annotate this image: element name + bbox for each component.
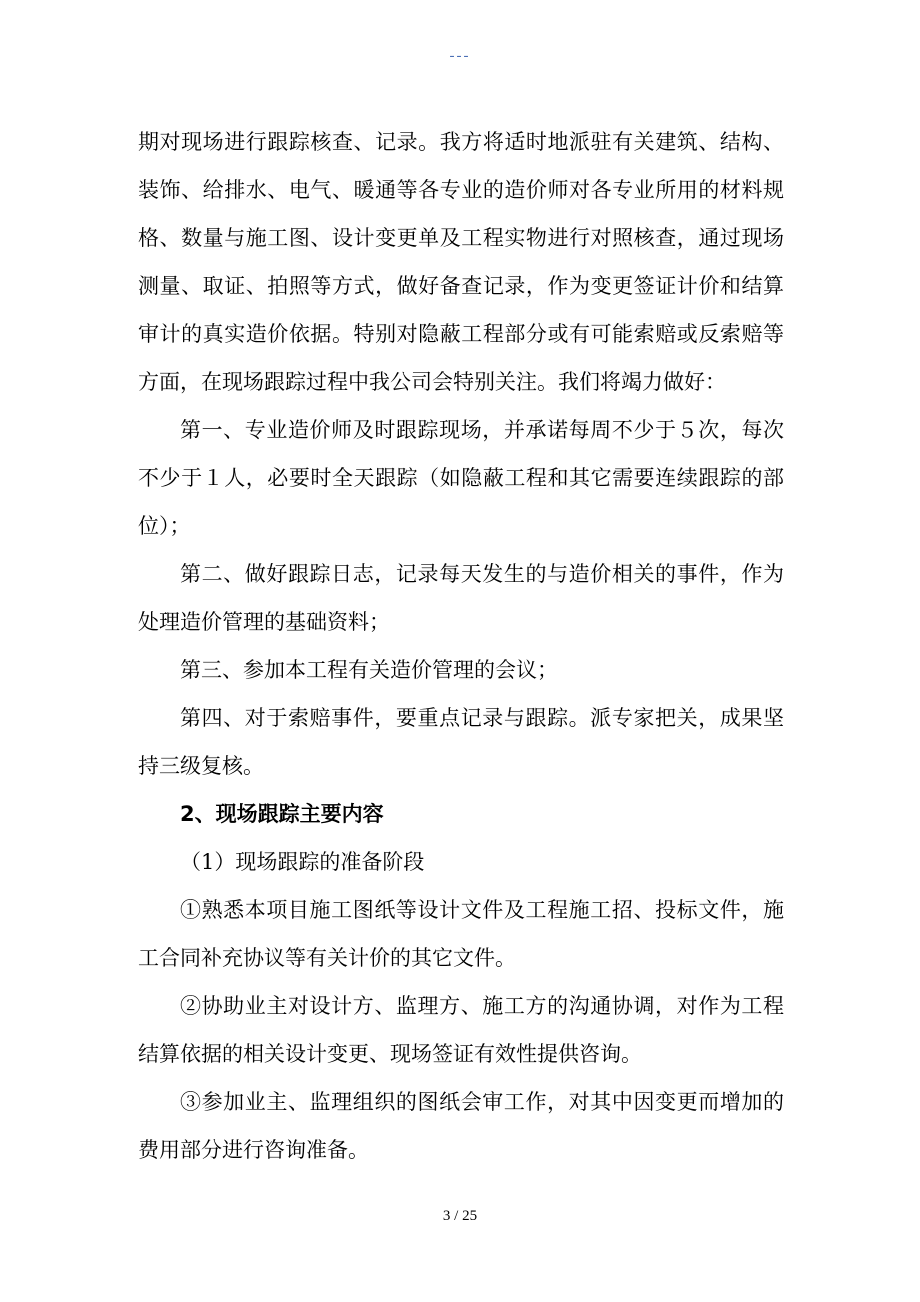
list-item-1: ①熟悉本项目施工图纸等设计文件及工程施工招、投标文件，施工合同补充协议等有关计价的其它文件。	[138, 898, 784, 970]
list-item-3: ③参加业主、监理组织的图纸会审工作，对其中因变更而增加的费用部分进行咨询准备。	[138, 1090, 784, 1162]
page-number: 3 / 25	[442, 1208, 478, 1224]
paragraph-first: 第一、专业造价师及时跟踪现场，并承诺每周不少于５次，每次不少于１人，必要时全天跟踪（如隐蔽工程和其它需要连续跟踪的部位）；	[138, 418, 784, 538]
document-body	[138, 118, 784, 1174]
paragraph-continuation: 期对现场进行跟踪核查、记录。我方将适时地派驻有关建筑、结构、装饰、给排水、电气、暖通等各专业的造价师对各专业所用的材料规格、数量与施工图、设计变更单及工程实物进行对照核查，通过现场测量、取证、拍照等方式，做好备查记录，作为变更签证计价和结算审计的真实造价依据。特别对隐蔽工程部分或有可能索赔或反索赔等方面，在现场跟踪过程中我公司会特别关注。我们将竭力做好：	[138, 130, 784, 394]
list-item-2: ②协助业主对设计方、监理方、施工方的沟通协调，对作为工程结算依据的相关设计变更、现场签证有效性提供咨询。	[138, 994, 784, 1066]
paragraph-second: 第二、做好跟踪日志，记录每天发生的与造价相关的事件，作为处理造价管理的基础资料；	[138, 562, 784, 634]
section-heading: 2、现场跟踪主要内容	[180, 802, 384, 826]
subsection-heading: （1）现场跟踪的准备阶段	[180, 850, 425, 874]
paragraph-fourth: 第四、对于索赔事件，要重点记录与跟踪。派专家把关，成果坚持三级复核。	[138, 706, 784, 778]
paragraph-third: 第三、参加本工程有关造价管理的会议；	[180, 658, 558, 682]
header-mark: ---	[449, 48, 471, 64]
